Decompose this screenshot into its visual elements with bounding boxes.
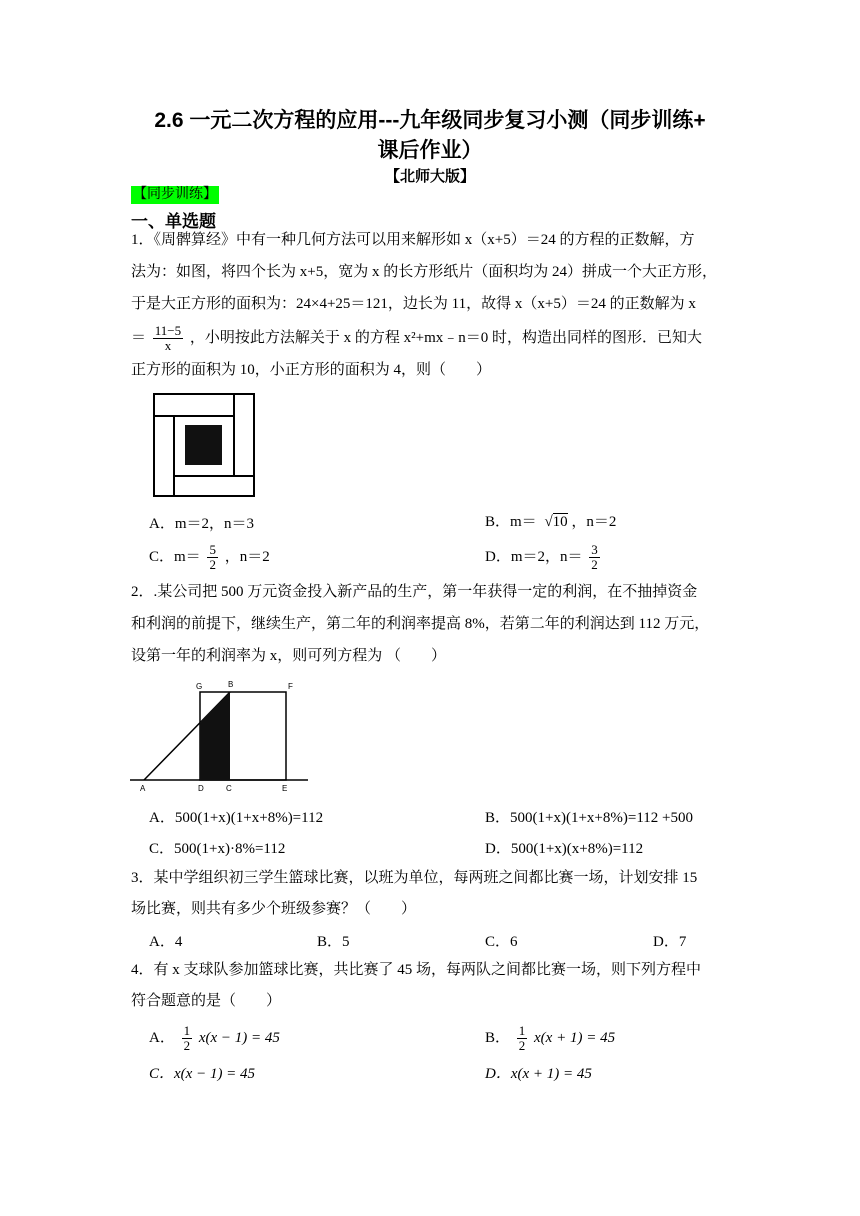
q2-option-b: B．500(1+x)(1+x+8%)=112 +500 bbox=[485, 810, 693, 826]
label-b: B bbox=[228, 680, 234, 689]
q1-option-b-suffix: ，n＝2 bbox=[571, 514, 617, 530]
label-c: C bbox=[226, 784, 232, 793]
document-subtitle: 【北师大版】 bbox=[384, 169, 475, 185]
q1-line1: 1．《周髀算经》中有一种几何方法可以用来解形如 x（x+5）＝24 的方程的正数解，方 bbox=[131, 232, 695, 248]
fraction-numerator: 1 bbox=[183, 1023, 191, 1038]
q1-option-c bbox=[149, 543, 270, 572]
q2-geometry-figure bbox=[128, 678, 310, 794]
sqrt-expression: √10 bbox=[544, 514, 568, 530]
q4-option-b bbox=[485, 1024, 615, 1053]
document-title-line2: 课后作业） bbox=[377, 139, 483, 162]
q3-option-c: C．6 bbox=[485, 934, 518, 950]
q4-option-a-prefix: A． bbox=[149, 1029, 175, 1046]
q2-line3: 设第一年的利润率为 x，则可列方程为 （ ） bbox=[131, 648, 447, 664]
q1-option-d bbox=[485, 543, 603, 572]
q4-option-a-equation: x(x − 1) = 45 bbox=[198, 1029, 280, 1046]
q1-line4 bbox=[131, 324, 731, 353]
fraction-denominator: 2 bbox=[209, 557, 216, 572]
q4-line1: 4．有 x 支球队参加篮球比赛，共比赛了 45 场，每两队之间都比赛一场，则下列方程中 bbox=[131, 962, 702, 978]
fraction-numerator: 3 bbox=[591, 542, 598, 557]
q1-option-d-fraction bbox=[589, 543, 600, 572]
q2-line2: 和利润的前提下，继续生产，第二年的利润率提高 8%，若第二年的利润达到 112 万元， bbox=[131, 616, 710, 632]
q1-square-figure bbox=[152, 392, 256, 498]
shaded-region bbox=[200, 692, 230, 780]
q4-option-a-fraction bbox=[182, 1024, 193, 1053]
q1-option-d-prefix: D．m＝2，n＝ bbox=[485, 548, 583, 565]
section-tag: 【同步训练】 bbox=[133, 187, 217, 202]
q3-line1: 3．某中学组织初三学生篮球比赛，以班为单位，每两班之间都比赛一场，计划安排 15 bbox=[131, 870, 698, 886]
fraction-denominator: 2 bbox=[518, 1038, 526, 1053]
label-g: G bbox=[196, 682, 203, 691]
q3-option-a: A．4 bbox=[149, 934, 183, 950]
q1-line4-suffix: ，小明按此方法解关于 x 的方程 x²+mx﹣n＝0 时，构造出同样的图形．已知大 bbox=[189, 330, 703, 346]
q1-option-a: A．m＝2，n＝3 bbox=[149, 516, 255, 532]
q4-option-b-equation: x(x + 1) = 45 bbox=[534, 1029, 616, 1046]
q1-fraction-denominator: x bbox=[164, 338, 172, 354]
fraction-numerator: 1 bbox=[518, 1023, 526, 1038]
q1-line2: 法为：如图，将四个长为 x+5，宽为 x 的长方形纸片（面积均为 24）拼成一个大正方形， bbox=[131, 264, 717, 280]
q2-option-a: A．500(1+x)(1+x+8%)=112 bbox=[149, 810, 324, 826]
q4-line2: 符合题意的是（ ） bbox=[131, 993, 282, 1009]
q1-option-c-suffix: ，n＝2 bbox=[224, 548, 270, 565]
document-title-line1: 2.6 一元二次方程的应用---九年级同步复习小测（同步训练+ bbox=[154, 109, 706, 132]
label-d: D bbox=[198, 784, 204, 793]
label-e: E bbox=[282, 784, 288, 793]
q4-option-b-fraction bbox=[517, 1024, 528, 1053]
q4-option-a bbox=[149, 1024, 280, 1053]
q3-line2: 场比赛，则共有多少个班级参赛？（ ） bbox=[131, 901, 417, 917]
q3-option-d: D．7 bbox=[653, 934, 687, 950]
sqrt-radicand: 10 bbox=[552, 514, 568, 530]
small-square bbox=[185, 425, 222, 465]
fraction-denominator: 2 bbox=[183, 1038, 191, 1053]
fraction-denominator: 2 bbox=[591, 557, 598, 572]
q1-option-c-prefix: C．m＝ bbox=[149, 548, 201, 565]
fraction-numerator: 5 bbox=[209, 542, 216, 557]
q2-option-c: C．500(1+x)·8%=112 bbox=[149, 841, 286, 857]
label-f: F bbox=[288, 682, 293, 691]
section-heading: 一、单选题 bbox=[131, 212, 216, 231]
q1-fraction bbox=[153, 324, 183, 353]
q1-line3: 于是大正方形的面积为：24×4+25＝121，边长为 11，故得 x（x+5）＝24 的正数解为 x bbox=[131, 296, 696, 312]
q2-line1: 2．.某公司把 500 万元资金投入新产品的生产，第一年获得一定的利润，在不抽掉资金 bbox=[131, 584, 698, 600]
q1-option-b bbox=[485, 510, 616, 531]
q1-option-b-prefix: B．m＝ bbox=[485, 514, 537, 530]
q1-option-c-fraction bbox=[207, 543, 218, 572]
q4-option-c: C．x(x − 1) = 45 bbox=[149, 1066, 256, 1082]
label-a: A bbox=[140, 784, 146, 793]
q4-option-d: D．x(x + 1) = 45 bbox=[485, 1066, 592, 1082]
q2-option-d: D．500(1+x)(x+8%)=112 bbox=[485, 841, 644, 857]
q4-option-b-prefix: B． bbox=[485, 1029, 511, 1046]
q1-fraction-numerator: 11−5 bbox=[154, 323, 182, 339]
q1-line5: 正方形的面积为 10，小正方形的面积为 4，则（ ） bbox=[131, 362, 492, 378]
q3-option-b: B．5 bbox=[317, 934, 350, 950]
q1-line4-prefix: ＝ bbox=[131, 330, 147, 346]
